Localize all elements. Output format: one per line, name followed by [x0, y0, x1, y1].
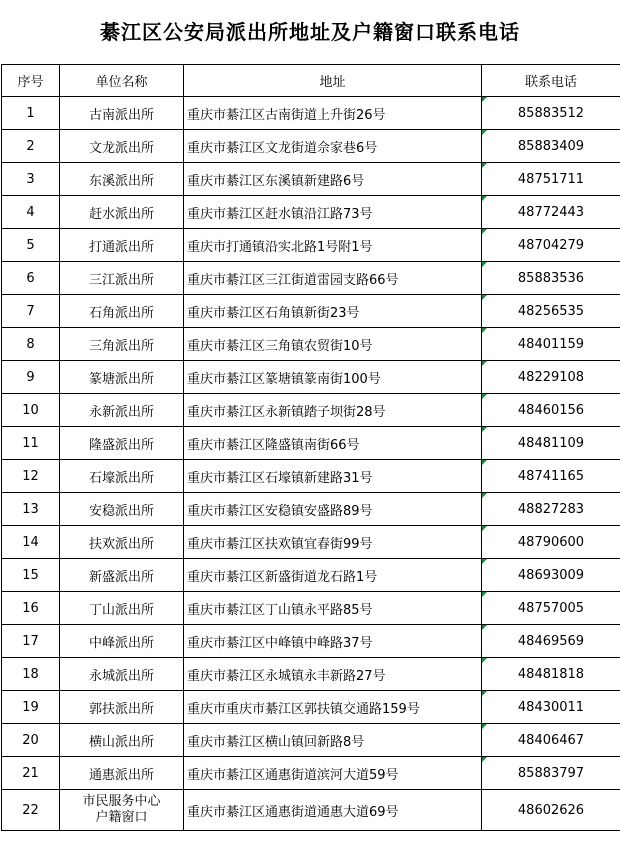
- cell-phone[interactable]: [482, 625, 620, 658]
- text-number-indicator-icon: [482, 460, 487, 465]
- table-row: [2, 130, 620, 163]
- cell-phone[interactable]: [482, 97, 620, 130]
- address-text: 重庆市綦江区赶水镇沿江路73号: [187, 206, 373, 222]
- cell-no[interactable]: 22: [2, 790, 60, 831]
- address-text: 重庆市綦江区丁山镇永平路85号: [187, 602, 373, 618]
- unit-line-1: 市民服务中心: [82, 794, 161, 809]
- police-station-table: [1, 64, 620, 831]
- cell-no[interactable]: 18: [2, 658, 60, 691]
- header-phone: 联系电话: [482, 65, 620, 97]
- cell-unit[interactable]: [60, 790, 184, 831]
- text-number-indicator-icon: [482, 493, 487, 498]
- table-row: [2, 196, 620, 229]
- address-text: 重庆市綦江区三江街道雷园支路66号: [187, 272, 399, 288]
- cell-unit[interactable]: 三角派出所: [60, 328, 184, 361]
- cell-unit[interactable]: 新盛派出所: [60, 559, 184, 592]
- cell-no[interactable]: 7: [2, 295, 60, 328]
- address-text: 重庆市綦江区横山镇回新路8号: [187, 734, 365, 750]
- text-number-indicator-icon: [482, 196, 487, 201]
- cell-no[interactable]: 11: [2, 427, 60, 460]
- cell-no[interactable]: 16: [2, 592, 60, 625]
- cell-unit[interactable]: 隆盛派出所: [60, 427, 184, 460]
- cell-phone[interactable]: [482, 130, 620, 163]
- cell-no[interactable]: 5: [2, 229, 60, 262]
- cell-address[interactable]: [184, 163, 482, 196]
- page-title: 綦江区公安局派出所地址及户籍窗口联系电话: [100, 20, 520, 44]
- cell-address[interactable]: [184, 328, 482, 361]
- cell-no[interactable]: 4: [2, 196, 60, 229]
- text-number-indicator-icon: [482, 427, 487, 432]
- cell-phone[interactable]: [482, 295, 620, 328]
- address-text: 重庆市打通镇沿实北路1号附1号: [187, 239, 373, 255]
- table-row: [2, 691, 620, 724]
- cell-phone[interactable]: [482, 460, 620, 493]
- cell-unit[interactable]: 永城派出所: [60, 658, 184, 691]
- cell-address[interactable]: [184, 724, 482, 757]
- cell-no[interactable]: 17: [2, 625, 60, 658]
- text-number-indicator-icon: [482, 526, 487, 531]
- unit-line-2: 户籍窗口: [95, 810, 148, 825]
- cell-no[interactable]: 14: [2, 526, 60, 559]
- table-row: [2, 262, 620, 295]
- address-text: 重庆市重庆市綦江区郭扶镇交通路159号: [187, 701, 420, 717]
- cell-phone[interactable]: [482, 526, 620, 559]
- cell-phone[interactable]: [482, 559, 620, 592]
- address-text: 重庆市綦江区永城镇永丰新路27号: [187, 668, 386, 684]
- text-number-indicator-icon: [482, 97, 487, 102]
- text-number-indicator-icon: [482, 559, 487, 564]
- cell-no[interactable]: 8: [2, 328, 60, 361]
- cell-unit[interactable]: 扶欢派出所: [60, 526, 184, 559]
- cell-phone[interactable]: [482, 394, 620, 427]
- text-number-indicator-icon: [482, 658, 487, 663]
- table-row: [2, 361, 620, 394]
- cell-phone[interactable]: [482, 592, 620, 625]
- cell-phone[interactable]: [482, 790, 620, 831]
- phone-text: 48602626: [517, 802, 585, 818]
- cell-phone[interactable]: [482, 328, 620, 361]
- cell-unit[interactable]: 安稳派出所: [60, 493, 184, 526]
- address-text: 重庆市綦江区东溪镇新建路6号: [187, 173, 365, 189]
- cell-no[interactable]: 12: [2, 460, 60, 493]
- text-number-indicator-icon: [482, 229, 487, 234]
- text-number-indicator-icon: [482, 130, 487, 135]
- text-number-indicator-icon: [482, 163, 487, 168]
- cell-no[interactable]: 9: [2, 361, 60, 394]
- cell-unit[interactable]: 三江派出所: [60, 262, 184, 295]
- cell-address[interactable]: [184, 394, 482, 427]
- cell-address[interactable]: [184, 559, 482, 592]
- cell-address[interactable]: [184, 658, 482, 691]
- phone-text: 85883512: [517, 105, 585, 121]
- header-unit: 单位名称: [60, 65, 184, 97]
- phone-text: 48469569: [517, 633, 585, 649]
- header-address: 地址: [184, 65, 482, 97]
- cell-address[interactable]: [184, 427, 482, 460]
- text-number-indicator-icon: [482, 757, 487, 762]
- cell-unit[interactable]: 永新派出所: [60, 394, 184, 427]
- phone-text: 48256535: [517, 303, 585, 319]
- table-row: [2, 328, 620, 361]
- cell-phone[interactable]: [482, 757, 620, 790]
- phone-text: 48751711: [517, 171, 585, 187]
- cell-address[interactable]: [184, 460, 482, 493]
- address-text: 重庆市綦江区永新镇踏子坝街28号: [187, 404, 386, 420]
- address-text: 重庆市綦江区三角镇农贸街10号: [187, 338, 373, 354]
- cell-address[interactable]: [184, 229, 482, 262]
- cell-phone[interactable]: [482, 361, 620, 394]
- cell-phone[interactable]: [482, 691, 620, 724]
- text-number-indicator-icon: [482, 625, 487, 630]
- phone-text: 48772443: [517, 204, 585, 220]
- text-number-indicator-icon: [482, 262, 487, 267]
- phone-text: 48481109: [517, 435, 585, 451]
- cell-address[interactable]: [184, 526, 482, 559]
- text-number-indicator-icon: [482, 724, 487, 729]
- cell-unit[interactable]: 通惠派出所: [60, 757, 184, 790]
- cell-no[interactable]: 19: [2, 691, 60, 724]
- cell-unit[interactable]: 篆塘派出所: [60, 361, 184, 394]
- phone-text: 48229108: [517, 369, 585, 385]
- table-row: [2, 97, 620, 130]
- cell-address[interactable]: [184, 625, 482, 658]
- address-text: 重庆市綦江区通惠街道滨河大道59号: [187, 767, 399, 783]
- text-number-indicator-icon: [482, 394, 487, 399]
- cell-address[interactable]: [184, 295, 482, 328]
- address-text: 重庆市綦江区安稳镇安盛路89号: [187, 503, 373, 519]
- cell-unit[interactable]: 石壕派出所: [60, 460, 184, 493]
- phone-text: 48401159: [517, 336, 585, 352]
- phone-text: 48704279: [517, 237, 585, 253]
- text-number-indicator-icon: [482, 691, 487, 696]
- phone-text: 48741165: [517, 468, 585, 484]
- table-row: [2, 658, 620, 691]
- cell-phone[interactable]: [482, 163, 620, 196]
- cell-phone[interactable]: [482, 493, 620, 526]
- phone-text: 85883536: [517, 270, 585, 286]
- cell-unit[interactable]: 赶水派出所: [60, 196, 184, 229]
- phone-text: 48481818: [517, 666, 585, 682]
- cell-no[interactable]: 10: [2, 394, 60, 427]
- address-text: 重庆市綦江区古南街道上升街26号: [187, 107, 386, 123]
- cell-address[interactable]: [184, 691, 482, 724]
- table-row: [2, 790, 620, 831]
- cell-phone[interactable]: [482, 724, 620, 757]
- table-row: [2, 394, 620, 427]
- text-number-indicator-icon: [482, 328, 487, 333]
- phone-text: 48827283: [517, 501, 585, 517]
- table-row: [2, 229, 620, 262]
- address-text: 重庆市綦江区隆盛镇南街66号: [187, 437, 360, 453]
- phone-text: 48693009: [517, 567, 585, 583]
- address-text: 重庆市綦江区通惠街道通惠大道69号: [187, 804, 399, 820]
- cell-no[interactable]: 20: [2, 724, 60, 757]
- address-text: 重庆市綦江区石角镇新街23号: [187, 305, 360, 321]
- phone-text: 85883409: [517, 138, 585, 154]
- table-row: [2, 625, 620, 658]
- address-text: 重庆市綦江区新盛街道龙石路1号: [187, 569, 378, 585]
- phone-text: 48406467: [517, 732, 585, 748]
- cell-phone[interactable]: [482, 658, 620, 691]
- phone-text: 48460156: [517, 402, 585, 418]
- address-text: 重庆市綦江区石壕镇新建路31号: [187, 470, 373, 486]
- cell-address[interactable]: [184, 790, 482, 831]
- address-text: 重庆市綦江区扶欢镇宜春街99号: [187, 536, 373, 552]
- header-no: 序号: [2, 65, 60, 97]
- cell-phone[interactable]: [482, 427, 620, 460]
- table-row: [2, 724, 620, 757]
- address-text: 重庆市綦江区篆塘镇篆南街100号: [187, 371, 381, 387]
- cell-phone[interactable]: [482, 262, 620, 295]
- table-row: [2, 427, 620, 460]
- cell-address[interactable]: [184, 592, 482, 625]
- cell-no[interactable]: 2: [2, 130, 60, 163]
- cell-address[interactable]: [184, 493, 482, 526]
- cell-phone[interactable]: [482, 229, 620, 262]
- text-number-indicator-icon: [482, 361, 487, 366]
- cell-unit[interactable]: 石角派出所: [60, 295, 184, 328]
- table-row: [2, 460, 620, 493]
- phone-text: 48757005: [517, 600, 585, 616]
- table-row: [2, 757, 620, 790]
- cell-unit[interactable]: 古南派出所: [60, 97, 184, 130]
- table-row: [2, 559, 620, 592]
- cell-address[interactable]: [184, 757, 482, 790]
- table-row: [2, 526, 620, 559]
- cell-unit[interactable]: 丁山派出所: [60, 592, 184, 625]
- cell-unit[interactable]: 横山派出所: [60, 724, 184, 757]
- cell-no[interactable]: 21: [2, 757, 60, 790]
- cell-unit[interactable]: 打通派出所: [60, 229, 184, 262]
- cell-address[interactable]: [184, 262, 482, 295]
- cell-address[interactable]: [184, 196, 482, 229]
- cell-no[interactable]: 6: [2, 262, 60, 295]
- cell-no[interactable]: 1: [2, 97, 60, 130]
- cell-address[interactable]: [184, 361, 482, 394]
- table-row: [2, 295, 620, 328]
- text-number-indicator-icon: [482, 295, 487, 300]
- table-row: [2, 493, 620, 526]
- cell-unit[interactable]: 中峰派出所: [60, 625, 184, 658]
- text-number-indicator-icon: [482, 592, 487, 597]
- phone-text: 48790600: [517, 534, 585, 550]
- header-row: [2, 65, 620, 97]
- cell-no[interactable]: 13: [2, 493, 60, 526]
- cell-unit[interactable]: 文龙派出所: [60, 130, 184, 163]
- cell-no[interactable]: 3: [2, 163, 60, 196]
- cell-no[interactable]: 15: [2, 559, 60, 592]
- cell-phone[interactable]: [482, 196, 620, 229]
- table-row: [2, 592, 620, 625]
- cell-unit[interactable]: 郭扶派出所: [60, 691, 184, 724]
- phone-text: 48430011: [517, 699, 585, 715]
- table-row: [2, 163, 620, 196]
- cell-address[interactable]: [184, 97, 482, 130]
- address-text: 重庆市綦江区文龙街道佘家巷6号: [187, 140, 378, 156]
- cell-address[interactable]: [184, 130, 482, 163]
- cell-unit[interactable]: 东溪派出所: [60, 163, 184, 196]
- address-text: 重庆市綦江区中峰镇中峰路37号: [187, 635, 373, 651]
- phone-text: 85883797: [517, 765, 585, 781]
